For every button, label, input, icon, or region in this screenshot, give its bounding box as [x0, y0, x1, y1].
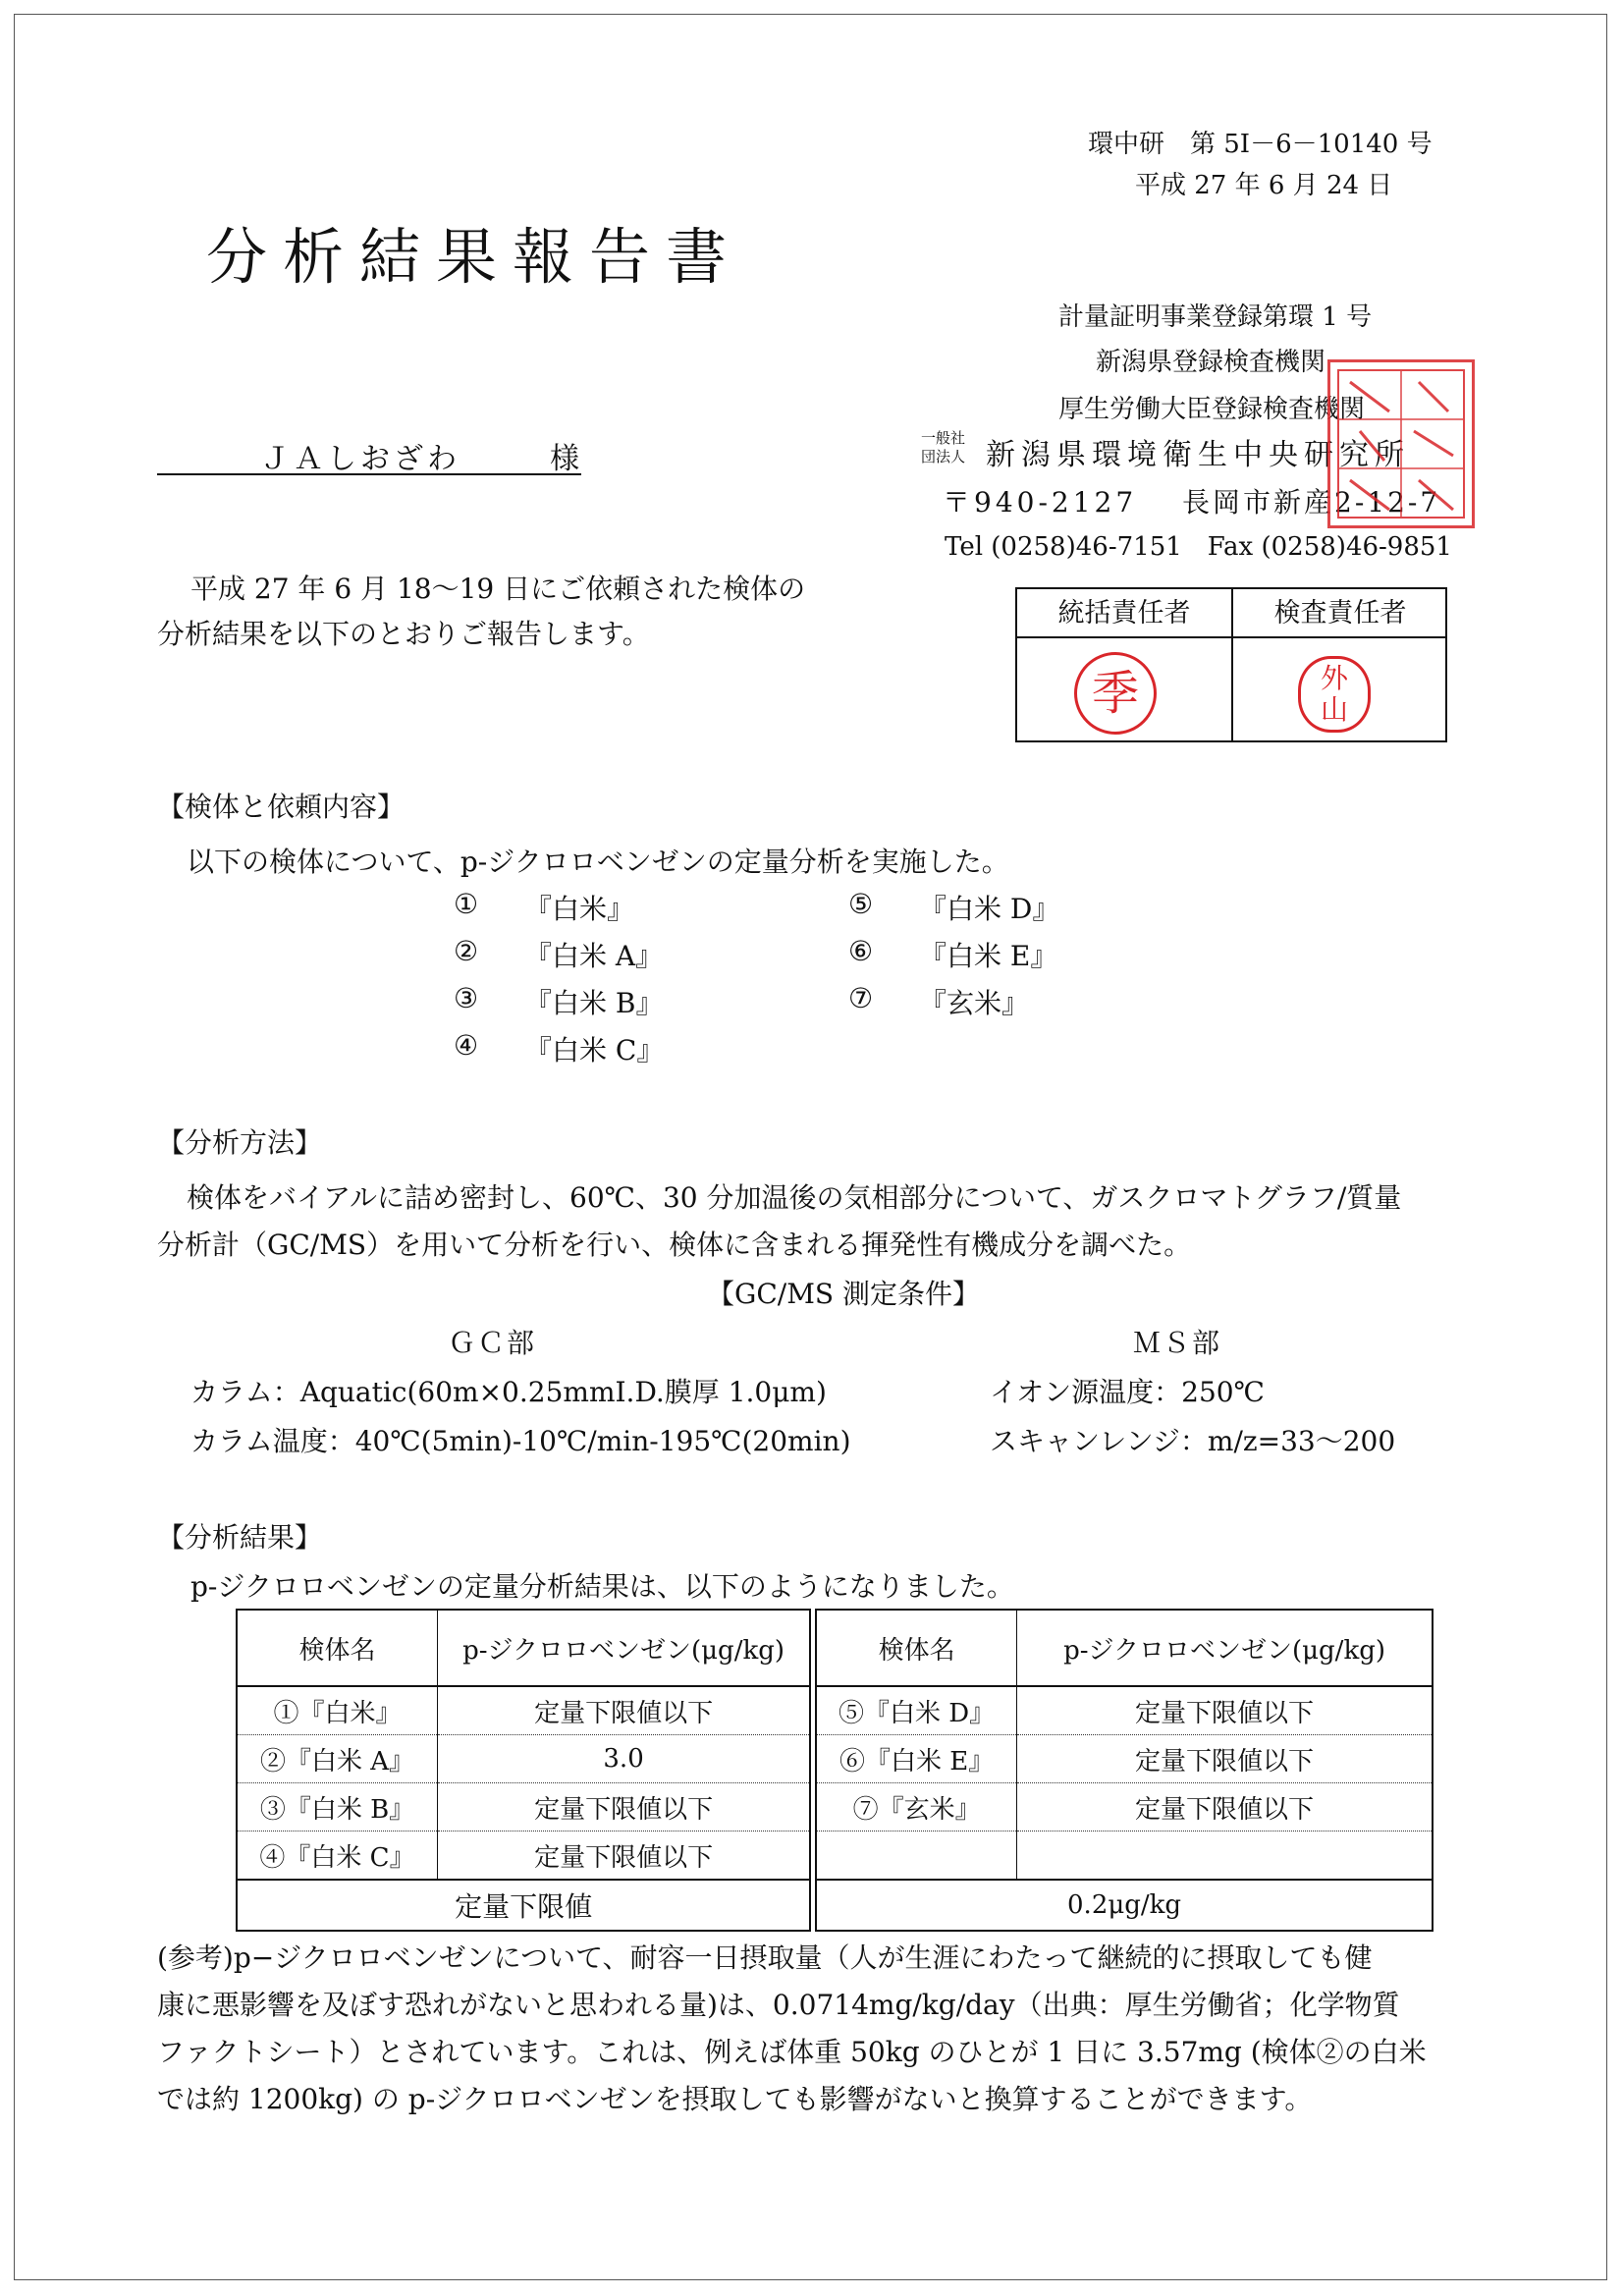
- sample-item-4-name: 『白米 C』: [524, 1034, 665, 1066]
- samples-section-text: 以下の検体について、p-ジクロロベンゼンの定量分析を実施した。: [187, 846, 1009, 878]
- company-seal-icon: [1330, 362, 1472, 525]
- table-row: [237, 1783, 1433, 1831]
- approval-header-supervisor: 統括責任者: [1017, 589, 1231, 638]
- inspector-seal-stamp: [1298, 656, 1371, 733]
- row-3-left-name: ③『白米 B』: [237, 1783, 438, 1831]
- supervisor-seal-stamp: 季: [1074, 652, 1157, 735]
- org-type-line2: 団法人: [921, 448, 966, 465]
- intro-line-2: 分析結果を以下のとおりご報告します。: [157, 618, 650, 650]
- row-3-right-value: 定量下限値以下: [1017, 1783, 1433, 1831]
- issuer-address: 長岡市新産2-12-7: [1182, 486, 1441, 519]
- sample-item-2-name: 『白米 A』: [524, 940, 664, 972]
- row-4-left-name: ④『白米 C』: [237, 1831, 438, 1881]
- ms-scan-range-condition: スキャンレンジ：m/z=33～200: [990, 1425, 1396, 1457]
- issuer-registration: 計量証明事業登録第環 1 号: [1058, 302, 1373, 332]
- samples-section-title: 【検体と依頼内容】: [157, 791, 406, 823]
- header-sample-name-left: 検体名: [237, 1610, 438, 1686]
- results-table: [236, 1609, 1434, 1932]
- sample-item-4-no: ④: [454, 1029, 479, 1062]
- results-table-header: [237, 1610, 1433, 1686]
- reference-line-1: (参考)p−ジクロロベンゼンについて、耐容一日摂取量（人が生涯にわたって継続的に摂取しても健: [157, 1941, 1373, 1974]
- document-date: 平成 27 年 6 月 24 日: [1135, 171, 1393, 200]
- issuer-org-type: [921, 428, 965, 465]
- row-1-left-value: 定量下限値以下: [438, 1686, 811, 1735]
- sample-item-7-no: ⑦: [848, 982, 874, 1014]
- table-row: [237, 1735, 1433, 1783]
- sample-item-7-name: 『玄米』: [919, 987, 1030, 1019]
- row-3-right-name: ⑦『玄米』: [816, 1783, 1017, 1831]
- row-2-right-value: 定量下限値以下: [1017, 1735, 1433, 1783]
- header-value-left: p-ジクロロベンゼン(μg/kg): [438, 1610, 811, 1686]
- approval-box: [1015, 587, 1447, 742]
- sample-item-5-no: ⑤: [848, 888, 874, 920]
- row-4-right-value: [1017, 1831, 1433, 1881]
- row-2-left-name: ②『白米 A』: [237, 1735, 438, 1783]
- sample-item-1-no: ①: [454, 888, 479, 920]
- row-2-left-value: 3.0: [438, 1735, 811, 1783]
- intro-line-1: 平成 27 年 6 月 18～19 日にご依頼された検体の: [190, 573, 806, 605]
- gc-column-condition: カラム：Aquatic(60m×0.25mmI.D.膜厚 1.0μm): [190, 1376, 827, 1408]
- reference-line-3: ファクトシート）とされています。これは、例えば体重 50kg のひとが 1 日に 3.57mg (検体②の白米: [157, 2036, 1427, 2068]
- sample-item-6-no: ⑥: [848, 935, 874, 967]
- table-row: [237, 1686, 1433, 1735]
- row-1-right-value: 定量下限値以下: [1017, 1686, 1433, 1735]
- header-sample-name-right: 検体名: [816, 1610, 1017, 1686]
- ms-ion-source-condition: イオン源温度：250℃: [990, 1376, 1265, 1408]
- approval-divider: [1231, 589, 1233, 740]
- sample-item-2-no: ②: [454, 935, 479, 967]
- issuer-postal-code: 〒940-2127: [943, 486, 1138, 519]
- document-number: 環中研 第 5I－6－10140 号: [1088, 130, 1433, 159]
- addressee-honorific: 様: [550, 442, 579, 476]
- row-1-left-name: ①『白米』: [237, 1686, 438, 1735]
- sample-item-6-name: 『白米 E』: [919, 940, 1058, 972]
- row-3-left-value: 定量下限値以下: [438, 1783, 811, 1831]
- lod-row: [237, 1880, 1433, 1931]
- ms-section-title: ＭＳ部: [1133, 1327, 1222, 1359]
- header-value-right: p-ジクロロベンゼン(μg/kg): [1017, 1610, 1433, 1686]
- gc-section-title: ＧＣ部: [448, 1327, 537, 1359]
- issuer-org-name: 新潟県環境衛生中央研究所: [986, 438, 1410, 472]
- results-section-text: p-ジクロロベンゼンの定量分析結果は、以下のようになりました。: [190, 1570, 1014, 1603]
- gc-temperature-condition: カラム温度：40℃(5min)-10℃/min-195℃(20min): [190, 1425, 851, 1457]
- sample-item-5-name: 『白米 D』: [919, 893, 1060, 925]
- sample-item-3-name: 『白米 B』: [524, 987, 664, 1019]
- lod-label: 定量下限値: [237, 1880, 810, 1931]
- method-line-1: 検体をバイアルに詰め密封し、60℃、30 分加温後の気相部分について、ガスクロマトグラフ/質量: [187, 1181, 1402, 1214]
- addressee-name: ＪＡしおざわ: [260, 442, 460, 476]
- lod-value: 0.2μg/kg: [816, 1880, 1433, 1931]
- sample-item-1-name: 『白米』: [524, 893, 635, 925]
- issuer-prefecture-registration: 新潟県登録検査機関: [1096, 348, 1326, 377]
- reference-line-4: では約 1200kg) の p-ジクロロベンゼンを摂取しても影響がないと換算することができます。: [157, 2083, 1313, 2115]
- method-line-2: 分析計（GC/MS）を用いて分析を行い、検体に含まれる揮発性有機成分を調べた。: [157, 1229, 1192, 1261]
- page-title: 分析結果報告書: [206, 221, 743, 293]
- issuer-tel-fax: Tel (0258)46-7151 Fax (0258)46-9851: [945, 532, 1452, 562]
- table-row: [237, 1831, 1433, 1881]
- issuer-ministry-registration: 厚生労働大臣登録検査機関: [1058, 395, 1366, 424]
- org-type-line1: 一般社: [921, 429, 966, 447]
- inspector-seal-top: 外: [1320, 662, 1348, 694]
- row-4-left-value: 定量下限値以下: [438, 1831, 811, 1881]
- approval-header-inspector: 検査責任者: [1233, 589, 1447, 638]
- method-section-title: 【分析方法】: [157, 1126, 323, 1159]
- row-4-right-name: [816, 1831, 1017, 1881]
- sample-item-3-no: ③: [454, 982, 479, 1014]
- inspector-seal-bottom: 山: [1320, 693, 1348, 726]
- results-section-title: 【分析結果】: [157, 1521, 323, 1554]
- reference-line-2: 康に悪影響を及ぼす恐れがないと思われる量)は、0.0714mg/kg/day（出典：厚生労働省；化学物質: [157, 1989, 1400, 2021]
- row-2-right-name: ⑥『白米 E』: [816, 1735, 1017, 1783]
- gcms-conditions-title: 【GC/MS 測定条件】: [707, 1278, 980, 1310]
- company-seal-stamp: [1327, 359, 1475, 528]
- row-1-right-name: ⑤『白米 D』: [816, 1686, 1017, 1735]
- addressee: [157, 434, 581, 475]
